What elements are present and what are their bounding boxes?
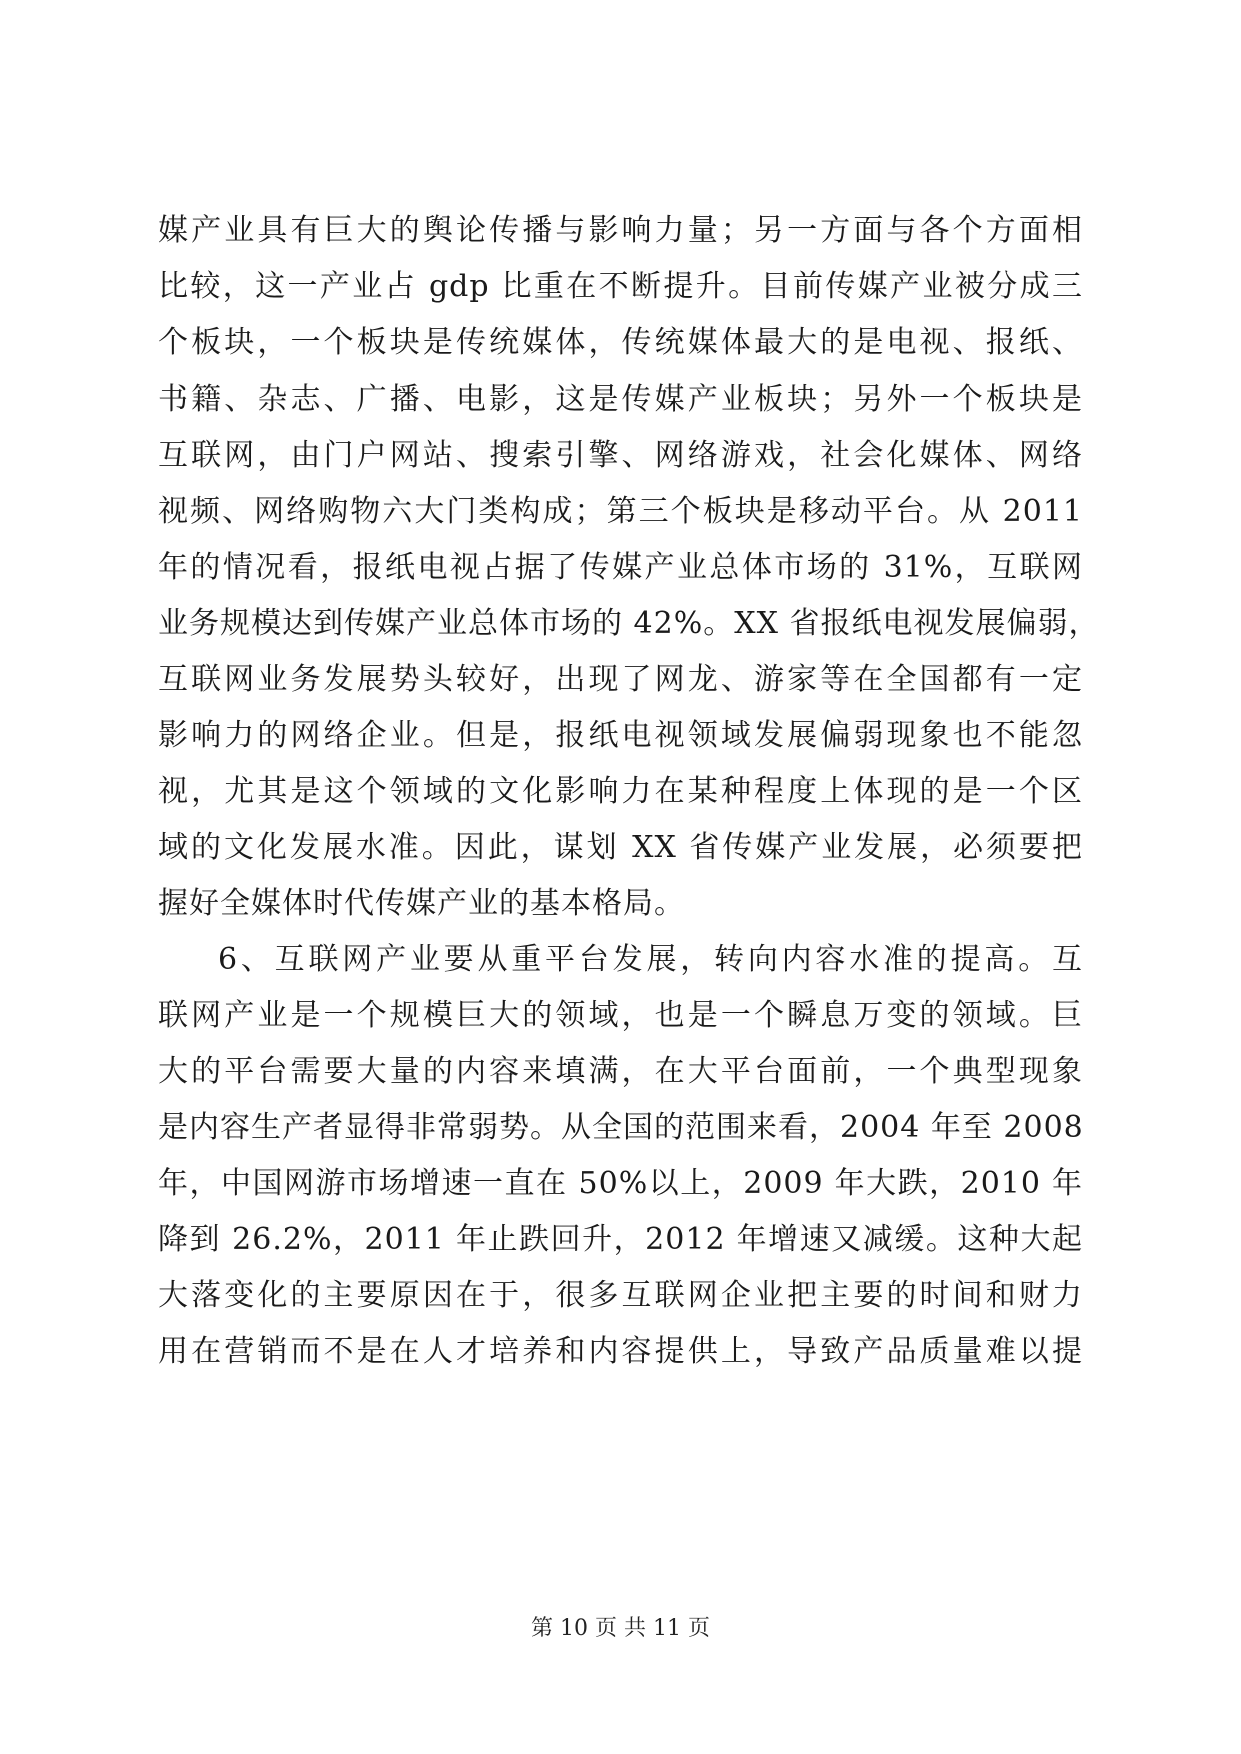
text-line: 握好全媒体时代传媒产业的基本格局。 [158, 886, 685, 921]
text-line: 是内容生产者显得非常弱势。从全国的范围来看，2004 年至 2008 [158, 1110, 1084, 1145]
text-line: 大的平台需要大量的内容来填满，在大平台面前，一个典型现象 [158, 1054, 1083, 1089]
text-line: 用在营销而不是在人才培养和内容提供上，导致产品质量难以提 [158, 1334, 1083, 1369]
text-line: 大落变化的主要原因在于，很多互联网企业把主要的时间和财力 [158, 1278, 1083, 1313]
text-line: 6、互联网产业要从重平台发展，转向内容水准的提高。互 [218, 942, 1083, 977]
text-line: 业务规模达到传媒产业总体市场的 42%。XX 省报纸电视发展偏弱， [158, 606, 1100, 641]
text-line: 视，尤其是这个领域的文化影响力在某种程度上体现的是一个区 [158, 774, 1083, 809]
text-line: 媒产业具有巨大的舆论传播与影响力量；另一方面与各个方面相 [158, 213, 1083, 248]
text-line: 比较，这一产业占 gdp 比重在不断提升。目前传媒产业被分成三 [158, 269, 1083, 304]
text-line: 视频、网络购物六大门类构成；第三个板块是移动平台。从 2011 [158, 494, 1083, 529]
text-line: 互联网业务发展势头较好，出现了网龙、游家等在全国都有一定 [158, 662, 1083, 697]
text-line: 影响力的网络企业。但是，报纸电视领域发展偏弱现象也不能忽 [158, 718, 1083, 753]
text-line: 联网产业是一个规模巨大的领域，也是一个瞬息万变的领域。巨 [158, 998, 1083, 1033]
text-line: 年的情况看，报纸电视占据了传媒产业总体市场的 31%，互联网 [158, 550, 1083, 585]
text-line: 降到 26.2%，2011 年止跌回升，2012 年增速又减缓。这种大起 [158, 1222, 1083, 1257]
text-line: 互联网，由门户网站、搜索引擎、网络游戏，社会化媒体、网络 [158, 438, 1083, 473]
text-line: 域的文化发展水准。因此，谋划 XX 省传媒产业发展，必须要把 [158, 830, 1083, 865]
text-line: 个板块，一个板块是传统媒体，传统媒体最大的是电视、报纸、 [158, 325, 1083, 360]
text-line: 年，中国网游市场增速一直在 50%以上，2009 年大跌，2010 年 [158, 1166, 1083, 1201]
text-line: 书籍、杂志、广播、电影，这是传媒产业板块；另外一个板块是 [158, 382, 1083, 417]
page-number-footer: 第 10 页 共 11 页 [531, 1616, 710, 1641]
